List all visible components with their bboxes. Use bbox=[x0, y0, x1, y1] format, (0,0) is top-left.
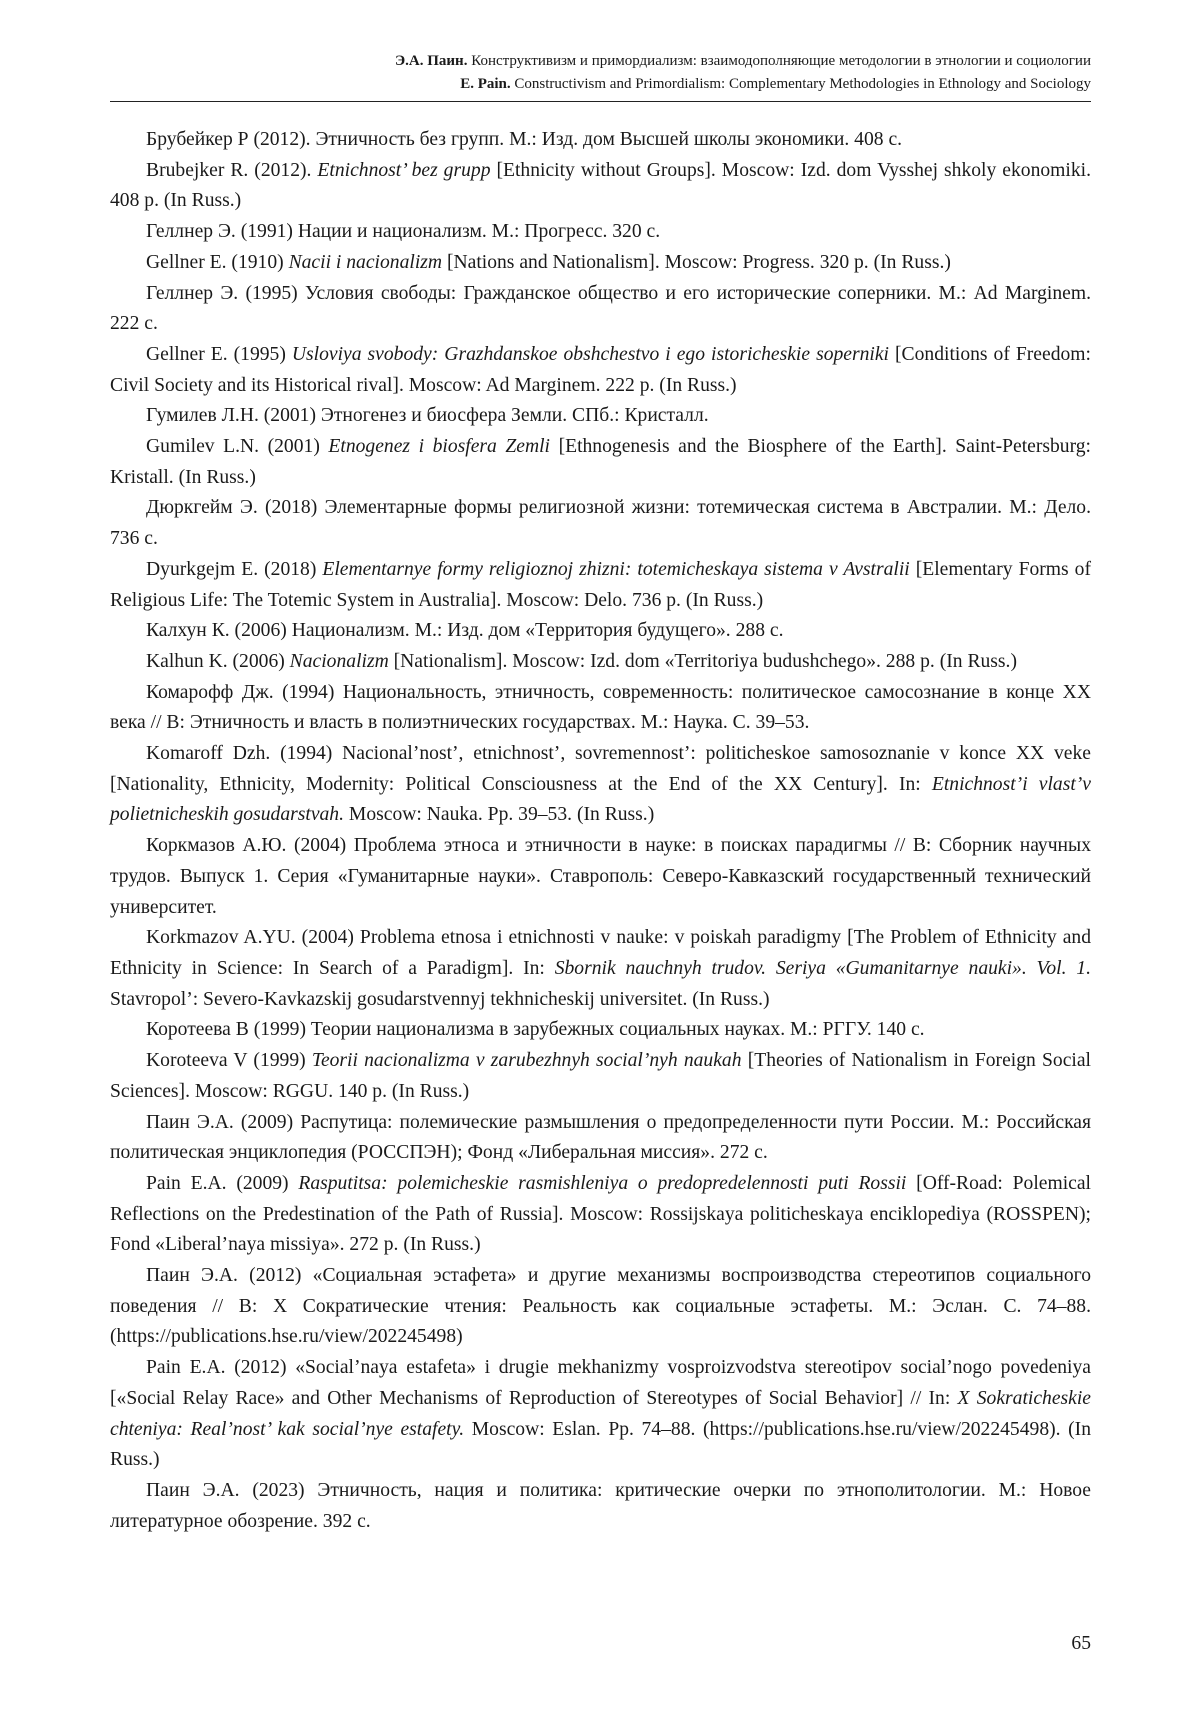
reference-text-before: Коркмазов А.Ю. (2004) Проблема этноса и этничности в науке: в поисках парадигмы // В: Сборник научных трудов. Выпуск 1. Серия «Гуманитарные науки». Ставрополь: Северо-Кавказский государственный технический университет. bbox=[110, 835, 1091, 918]
reference-entry bbox=[110, 156, 1091, 217]
reference-text-before: Dyurkgejm E. (2018) bbox=[146, 558, 323, 580]
header-divider bbox=[110, 101, 1091, 102]
reference-text-before: Брубейкер Р (2012). Этничность без групп. М.: Изд. дом Высшей школы экономики. 408 с. bbox=[146, 129, 903, 150]
reference-entry bbox=[110, 493, 1091, 554]
reference-text-before: Koroteeva V (1999) bbox=[146, 1050, 312, 1072]
reference-text-before: Комарофф Дж. (1994) Национальность, этничность, современность: политическое самосознание в конце ХХ века // В: Этничность и власть в полиэтнических государствах. М.: Наука. С. 39–53. bbox=[110, 681, 1091, 734]
reference-entry bbox=[110, 340, 1091, 401]
reference-title-italic: Sbornik nauchnyh trudov. Seriya «Gumanitarnye nauki». Vol. 1. bbox=[554, 957, 1091, 979]
reference-text-before: Дюркгейм Э. (2018) Элементарные формы религиозной жизни: тотемическая система в Австралии. М.: Дело. 736 с. bbox=[110, 497, 1091, 550]
reference-text-before: Gellner E. (1995) bbox=[146, 343, 292, 365]
reference-text-after: Moscow: Nauka. Pp. 39–53. (In Russ.) bbox=[344, 804, 655, 826]
reference-text-before: Gumilev L.N. (2001) bbox=[146, 436, 329, 458]
reference-entry bbox=[110, 1015, 1091, 1046]
reference-entry bbox=[110, 923, 1091, 1015]
reference-entry bbox=[110, 1353, 1091, 1476]
reference-entry bbox=[110, 739, 1091, 831]
reference-text-before: Коротеева В (1999) Теории национализма в зарубежных социальных науках. М.: РГГУ. 140 с. bbox=[146, 1019, 925, 1041]
reference-text-before: Геллнер Э. (1995) Условия свободы: Гражданское общество и его исторические соперники. М.: Ad Marginem. 222 с. bbox=[110, 282, 1091, 335]
reference-entry bbox=[110, 248, 1091, 279]
reference-text-after: [Ethnogenesis and the Biosphere of the Earth]. Saint-Petersburg: Kristall. (In Russ.) bbox=[110, 436, 1091, 488]
reference-text-after: [Theories of Nationalism in Foreign Social Sciences]. Moscow: RGGU. 140 p. (In Russ.) bbox=[110, 1050, 1091, 1102]
reference-entry bbox=[110, 678, 1091, 739]
header-line-english bbox=[110, 73, 1091, 96]
reference-text-after: Stavropol’: Severo-Kavkazskij gosudarstvennyj tekhnicheskij universitet. (In Russ.) bbox=[110, 988, 770, 1010]
reference-title-italic: Teorii nacionalizma v zarubezhnyh social’nyh naukah bbox=[311, 1050, 742, 1072]
reference-text-after: [Nations and Nationalism]. Moscow: Progress. 320 p. (In Russ.) bbox=[442, 251, 951, 273]
reference-entry bbox=[110, 401, 1091, 432]
header-author-en: E. Pain. bbox=[460, 76, 511, 92]
reference-text-before: Паин Э.А. (2023) Этничность, нация и политика: критические очерки по этнополитологии. М.: Новое литературное обозрение. 392 с. bbox=[110, 1479, 1091, 1532]
header-title-ru: Конструктивизм и примордиализм: взаимодополняющие методологии в этнологии и социологии bbox=[471, 53, 1091, 69]
reference-title-italic: Etnichnost’ bez grupp bbox=[317, 159, 491, 181]
reference-entry bbox=[110, 1169, 1091, 1261]
reference-text-after: [Off-Road: Polemical Reflections on the Predestination of the Path of Russia]. Moscow: Rossijskaya politicheskaya enciklopediya (ROSSPEN); Fond «Liberal’naya missiya». 272 p. (In Russ.) bbox=[110, 1172, 1092, 1256]
reference-text-before: Komaroff Dzh. (1994) Nacional’nost’, etnichnost’, sovremennost’: politicheskoe samosoznanie v konce XX veke [Nationality, Ethnicity, Modernity: Political Consciousness at the End of the XX Century]. In: bbox=[110, 743, 1091, 795]
reference-text-before: Gellner E. (1910) bbox=[146, 251, 289, 273]
header-author-ru: Э.А. Паин. bbox=[394, 53, 468, 69]
reference-text-before: Pain E.A. (2009) bbox=[146, 1172, 299, 1194]
reference-text-after: Moscow: Eslan. Pp. 74–88. (https://publications.hse.ru/view/202245498). (In Russ.) bbox=[110, 1418, 1091, 1471]
reference-entry bbox=[110, 217, 1091, 248]
reference-text-before: Korkmazov A.YU. (2004) Problema etnosa i etnichnosti v nauke: v poiskah paradigmy [The Problem of Ethnicity and Ethnicity in Science: In Search of a Paradigm]. In: bbox=[110, 927, 1091, 979]
reference-list bbox=[110, 125, 1091, 1537]
reference-text-before: Калхун К. (2006) Национализм. М.: Изд. дом «Территория будущего». 288 с. bbox=[146, 620, 784, 642]
header-title-en: Constructivism and Primordialism: Complementary Methodologies in Ethnology and Sociology bbox=[514, 76, 1091, 92]
reference-title-italic: Etnogenez i biosfera Zemli bbox=[328, 436, 551, 458]
reference-entry bbox=[110, 432, 1091, 493]
reference-entry bbox=[110, 831, 1091, 923]
reference-text-before: Brubejker R. (2012). bbox=[146, 159, 318, 181]
reference-text-after: [Conditions of Freedom: Civil Society and its Historical rival]. Moscow: Ad Marginem. 222 p. (In Russ.) bbox=[110, 343, 1091, 396]
reference-text-after: [Nationalism]. Moscow: Izd. dom «Territoriya budushchego». 288 p. (In Russ.) bbox=[388, 650, 1017, 672]
reference-entry bbox=[110, 616, 1091, 647]
reference-title-italic: Nacionalizm bbox=[289, 650, 389, 672]
reference-text-before: Pain E.A. (2012) «Social’naya estafeta» i drugie mekhanizmy vosproizvodstva stereotipov social’nogo povedeniya [«Social Relay Race» and Other Mechanisms of Reproduction of Stereotypes of Social Behavior] // In: bbox=[110, 1357, 1091, 1409]
page-number: 65 bbox=[1071, 1633, 1091, 1654]
reference-entry bbox=[110, 1108, 1091, 1169]
reference-entry bbox=[110, 125, 1091, 156]
reference-title-italic: Nacii i nacionalizm bbox=[288, 251, 443, 273]
running-header bbox=[110, 50, 1091, 96]
reference-text-before: Паин Э.А. (2012) «Социальная эстафета» и другие механизмы воспроизводства стереотипов социального поведения // В: X Сократические чтения: Реальность как социальные эстафеты. М.: Эслан. С. 74–88. (https://publications.hse.ru/view/202245498) bbox=[110, 1265, 1091, 1348]
header-line-russian bbox=[110, 50, 1091, 73]
reference-title-italic: Etnichnost’i vlast’v polietnicheskih gosudarstvah. bbox=[110, 773, 1091, 826]
reference-text-before: Гумилев Л.Н. (2001) Этногенез и биосфера Земли. СПб.: Кристалл. bbox=[146, 405, 709, 427]
reference-entry bbox=[110, 1476, 1091, 1537]
reference-title-italic: Rasputitsa: polemicheskie rasmishleniya o predopredelennosti puti Rossii bbox=[298, 1172, 907, 1194]
reference-text-before: Геллнер Э. (1991) Нации и национализм. М.: Прогресс. 320 с. bbox=[146, 221, 661, 243]
reference-title-italic: Elementarnye formy religioznoj zhizni: totemicheskaya sistema v Avstralii bbox=[322, 558, 910, 580]
reference-text-before: Kalhun K. (2006) bbox=[146, 650, 290, 672]
reference-title-italic: X Sokraticheskie chteniya: Real’nost’ kak social’nye estafety. bbox=[110, 1387, 1091, 1440]
reference-title-italic: Usloviya svobody: Grazhdanskoe obshchestvo i ego istoricheskie soperniki bbox=[291, 343, 889, 365]
reference-entry bbox=[110, 555, 1091, 616]
reference-entry bbox=[110, 1046, 1091, 1107]
reference-text-after: [Elementary Forms of Religious Life: The Totemic System in Australia]. Moscow: Delo. 736 p. (In Russ.) bbox=[110, 558, 1092, 611]
reference-entry bbox=[110, 647, 1091, 678]
reference-entry bbox=[110, 279, 1091, 340]
reference-entry bbox=[110, 1261, 1091, 1353]
reference-text-after: [Ethnicity without Groups]. Moscow: Izd. dom Vysshej shkoly ekonomiki. 408 p. (In Russ.) bbox=[110, 159, 1091, 212]
reference-text-before: Паин Э.А. (2009) Распутица: полемические размышления о предопределенности пути России. М.: Российская политическая энциклопедия (РОССПЭН); Фонд «Либеральная миссия». 272 с. bbox=[110, 1111, 1091, 1164]
